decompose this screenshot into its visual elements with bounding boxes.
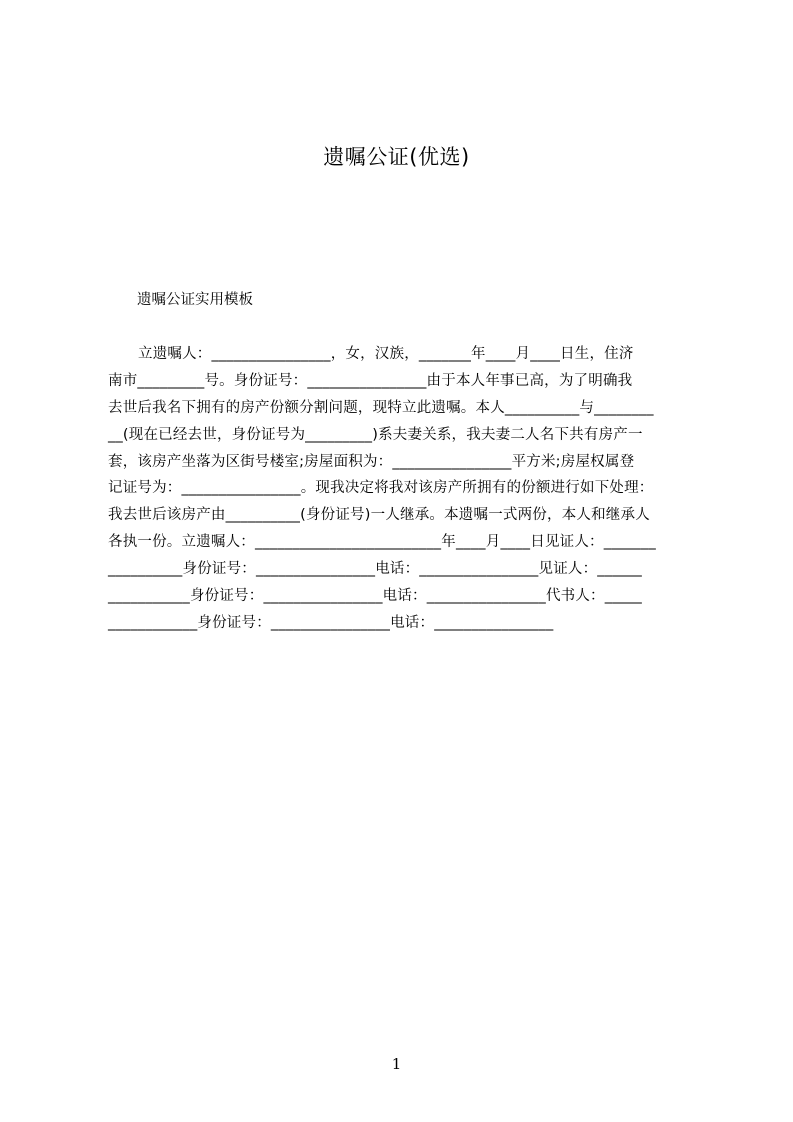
body-line: ____________身份证号：________________电话：________________ — [108, 614, 554, 631]
body-line: 去世后我名下拥有的房产份额分割问题，现特立此遗嘱。本人__________与________ — [108, 399, 654, 416]
body-line: 记证号为：________________。现我决定将我对该房产所拥有的份额进行如下处理： — [108, 480, 654, 497]
document-title: 遗嘱公证(优选) — [323, 145, 470, 169]
body-line: ___________身份证号：________________电话：________________代书人：_____ — [108, 588, 642, 605]
page-number: 1 — [391, 1055, 402, 1073]
document-body — [108, 341, 698, 637]
body-line: 立遗嘱人：________________，女，汉族，_______年____月____日生，住济 — [138, 346, 634, 362]
body-line: 套，该房产坐落为区街号楼室;房屋面积为：________________平方米;房屋权属登 — [108, 453, 635, 470]
body-line: __(现在已经去世，身份证号为_________)系夫妻关系，我夫妻二人名下共有房产一 — [108, 426, 643, 443]
body-line: __________身份证号：________________电话：________________见证人：______ — [108, 561, 642, 578]
body-line: 南市_________号。身份证号：________________由于本人年事已高，为了明确我 — [108, 372, 633, 389]
document-subtitle: 遗嘱公证实用模板 — [137, 292, 253, 308]
body-line: 我去世后该房产由__________(身份证号)一人继承。本遗嘱一式两份，本人和继承人 — [108, 507, 650, 524]
body-line: 各执一份。立遗嘱人：_________________________年____月____日见证人：_______ — [108, 534, 656, 551]
